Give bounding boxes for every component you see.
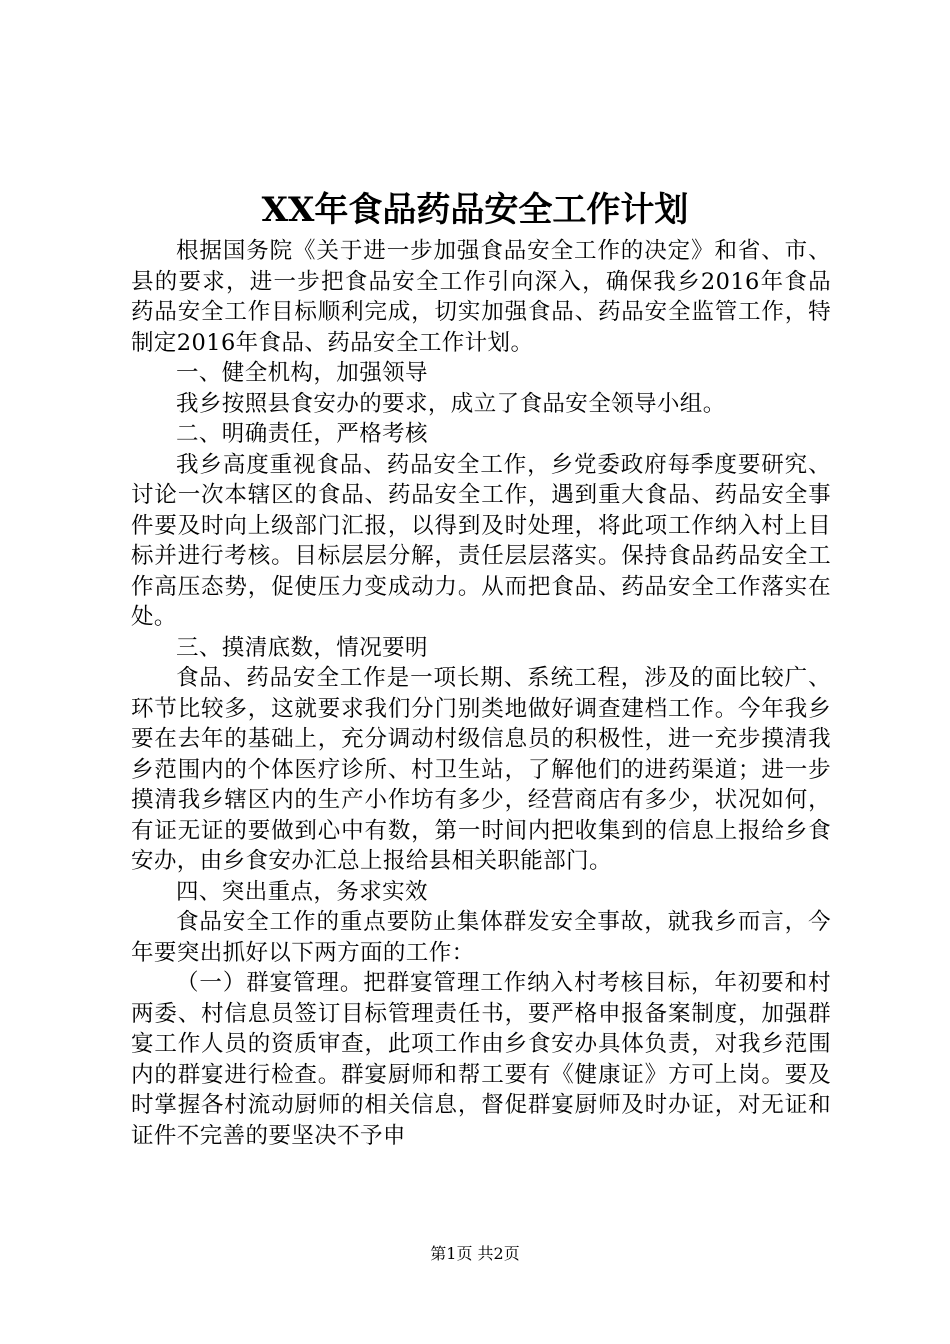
section-heading-4: 四、突出重点，务求实效 — [176, 878, 428, 905]
document-title: XX年食品药品安全工作计划 — [261, 190, 689, 230]
paragraph-section-3: 食品、药品安全工作是一项长期、系统工程，涉及的面比较广、环节比较多，这就要求我们分门别类地做好调查建档工作。今年我乡要在去年的基础上，充分调动村级信息员的积极性，进一充步摸清我乡范围内的个体医疗诊所、村卫生站，了解他们的进药渠道；进一步摸清我乡辖区内的生产小作坊有多少，经营商店有多少，状况如何，有证无证的要做到心中有数，第一时间内把收集到的信息上报给乡食安办，由乡食安办汇总上报给县相关职能部门。 — [131, 665, 831, 874]
paragraph-section-2: 我乡高度重视食品、药品安全工作，乡党委政府每季度要研究、讨论一次本辖区的食品、药品安全工作，遇到重大食品、药品安全事件要及时向上级部门汇报，以得到及时处理，将此项工作纳入村上目标并进行考核。目标层层分解，责任层层落实。保持食品药品安全工作高压态势，促使压力变成动力。从而把食品、药品安全工作落实在处。 — [131, 451, 831, 630]
paragraph-section-1: 我乡按照县食安办的要求，成立了食品安全领导小组。 — [176, 390, 726, 417]
paragraph-intro: 根据国务院《关于进一步加强食品安全工作的决定》和省、市、县的要求，进一步把食品安全工作引向深入，确保我乡2016年食品药品安全工作目标顺利完成，切实加强食品、药品安全监管工作，特制定2016年食品、药品安全工作计划。 — [131, 238, 831, 356]
document-body — [131, 236, 831, 1151]
section-heading-1: 一、健全机构，加强领导 — [176, 360, 428, 386]
page-footer: 第1页 共2页 — [430, 1244, 520, 1263]
section-heading-2: 二、明确责任，严格考核 — [176, 421, 428, 447]
paragraph-section-4: 食品安全工作的重点要防止集体群发安全事故，就我乡而言，今年要突出抓好以下两方面的工作： — [131, 909, 831, 966]
section-heading-3: 三、摸清底数，情况要明 — [176, 634, 428, 661]
paragraph-subsection-1: （一）群宴管理。把群宴管理工作纳入村考核目标，年初要和村两委、村信息员签订目标管理责任书，要严格申报备案制度，加强群宴工作人员的资质审查，此项工作由乡食安办具体负责，对我乡范围内的群宴进行检查。群宴厨师和帮工要有《健康证》方可上岗。要及时掌握各村流动厨师的相关信息，督促群宴厨师及时办证，对无证和证件不完善的要坚决不予申 — [131, 970, 831, 1149]
